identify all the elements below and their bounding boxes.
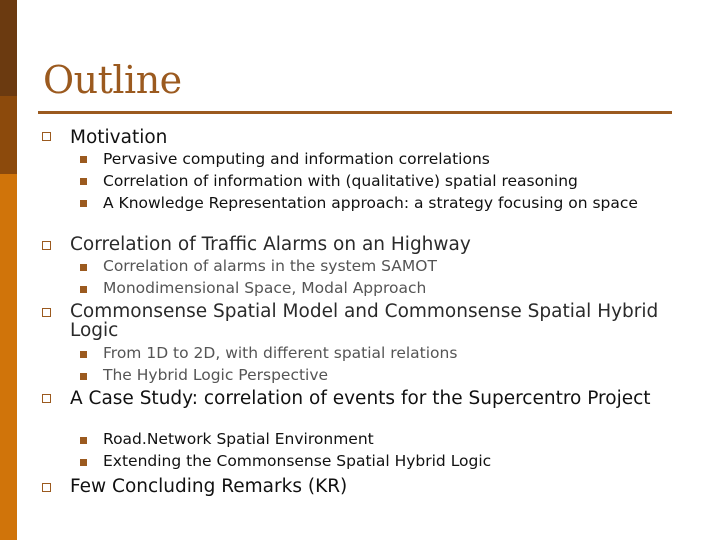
bullet-box-icon	[42, 241, 51, 250]
section-heading-commonsense-model: Commonsense Spatial Model and Commonsense Spatial Hybrid Logic	[70, 301, 659, 341]
list-item: Correlation of information with (qualitative) spatial reasoning	[103, 172, 578, 190]
list-item: Road.Network Spatial Environment	[103, 430, 374, 448]
section-heading-traffic-alarms: Correlation of Traffic Alarms on an Highway	[70, 234, 471, 255]
section-heading-case-study: A Case Study: correlation of events for the Supercentro Project	[70, 388, 651, 409]
section-heading-concluding-remarks: Few Concluding Remarks (KR)	[70, 476, 348, 497]
bullet-square-icon	[80, 459, 87, 466]
title-underline	[38, 111, 672, 114]
list-item: A Knowledge Representation approach: a strategy focusing on space	[103, 194, 638, 212]
left-decor-bar-light	[0, 174, 17, 540]
list-item: The Hybrid Logic Perspective	[103, 366, 329, 384]
list-item: Pervasive computing and information correlations	[103, 150, 490, 168]
bullet-box-icon	[42, 483, 51, 492]
bullet-square-icon	[80, 178, 87, 185]
bullet-box-icon	[42, 394, 51, 403]
bullet-square-icon	[80, 200, 87, 207]
list-item: Monodimensional Space, Modal Approach	[103, 279, 427, 297]
list-item: Extending the Commonsense Spatial Hybrid Logic	[103, 452, 492, 470]
slide-title: Outline	[43, 58, 182, 102]
bullet-square-icon	[80, 156, 87, 163]
left-decor-bar-mid	[0, 96, 17, 174]
bullet-box-icon	[42, 132, 51, 141]
bullet-square-icon	[80, 286, 87, 293]
list-item: From 1D to 2D, with different spatial relations	[103, 344, 458, 362]
section-heading-motivation: Motivation	[70, 127, 168, 148]
bullet-square-icon	[80, 264, 87, 271]
left-decor-bar	[0, 0, 17, 540]
bullet-square-icon	[80, 373, 87, 380]
bullet-box-icon	[42, 308, 51, 317]
left-decor-bar-dark	[0, 0, 17, 96]
list-item: Correlation of alarms in the system SAMOT	[103, 257, 437, 275]
bullet-square-icon	[80, 437, 87, 444]
bullet-square-icon	[80, 351, 87, 358]
